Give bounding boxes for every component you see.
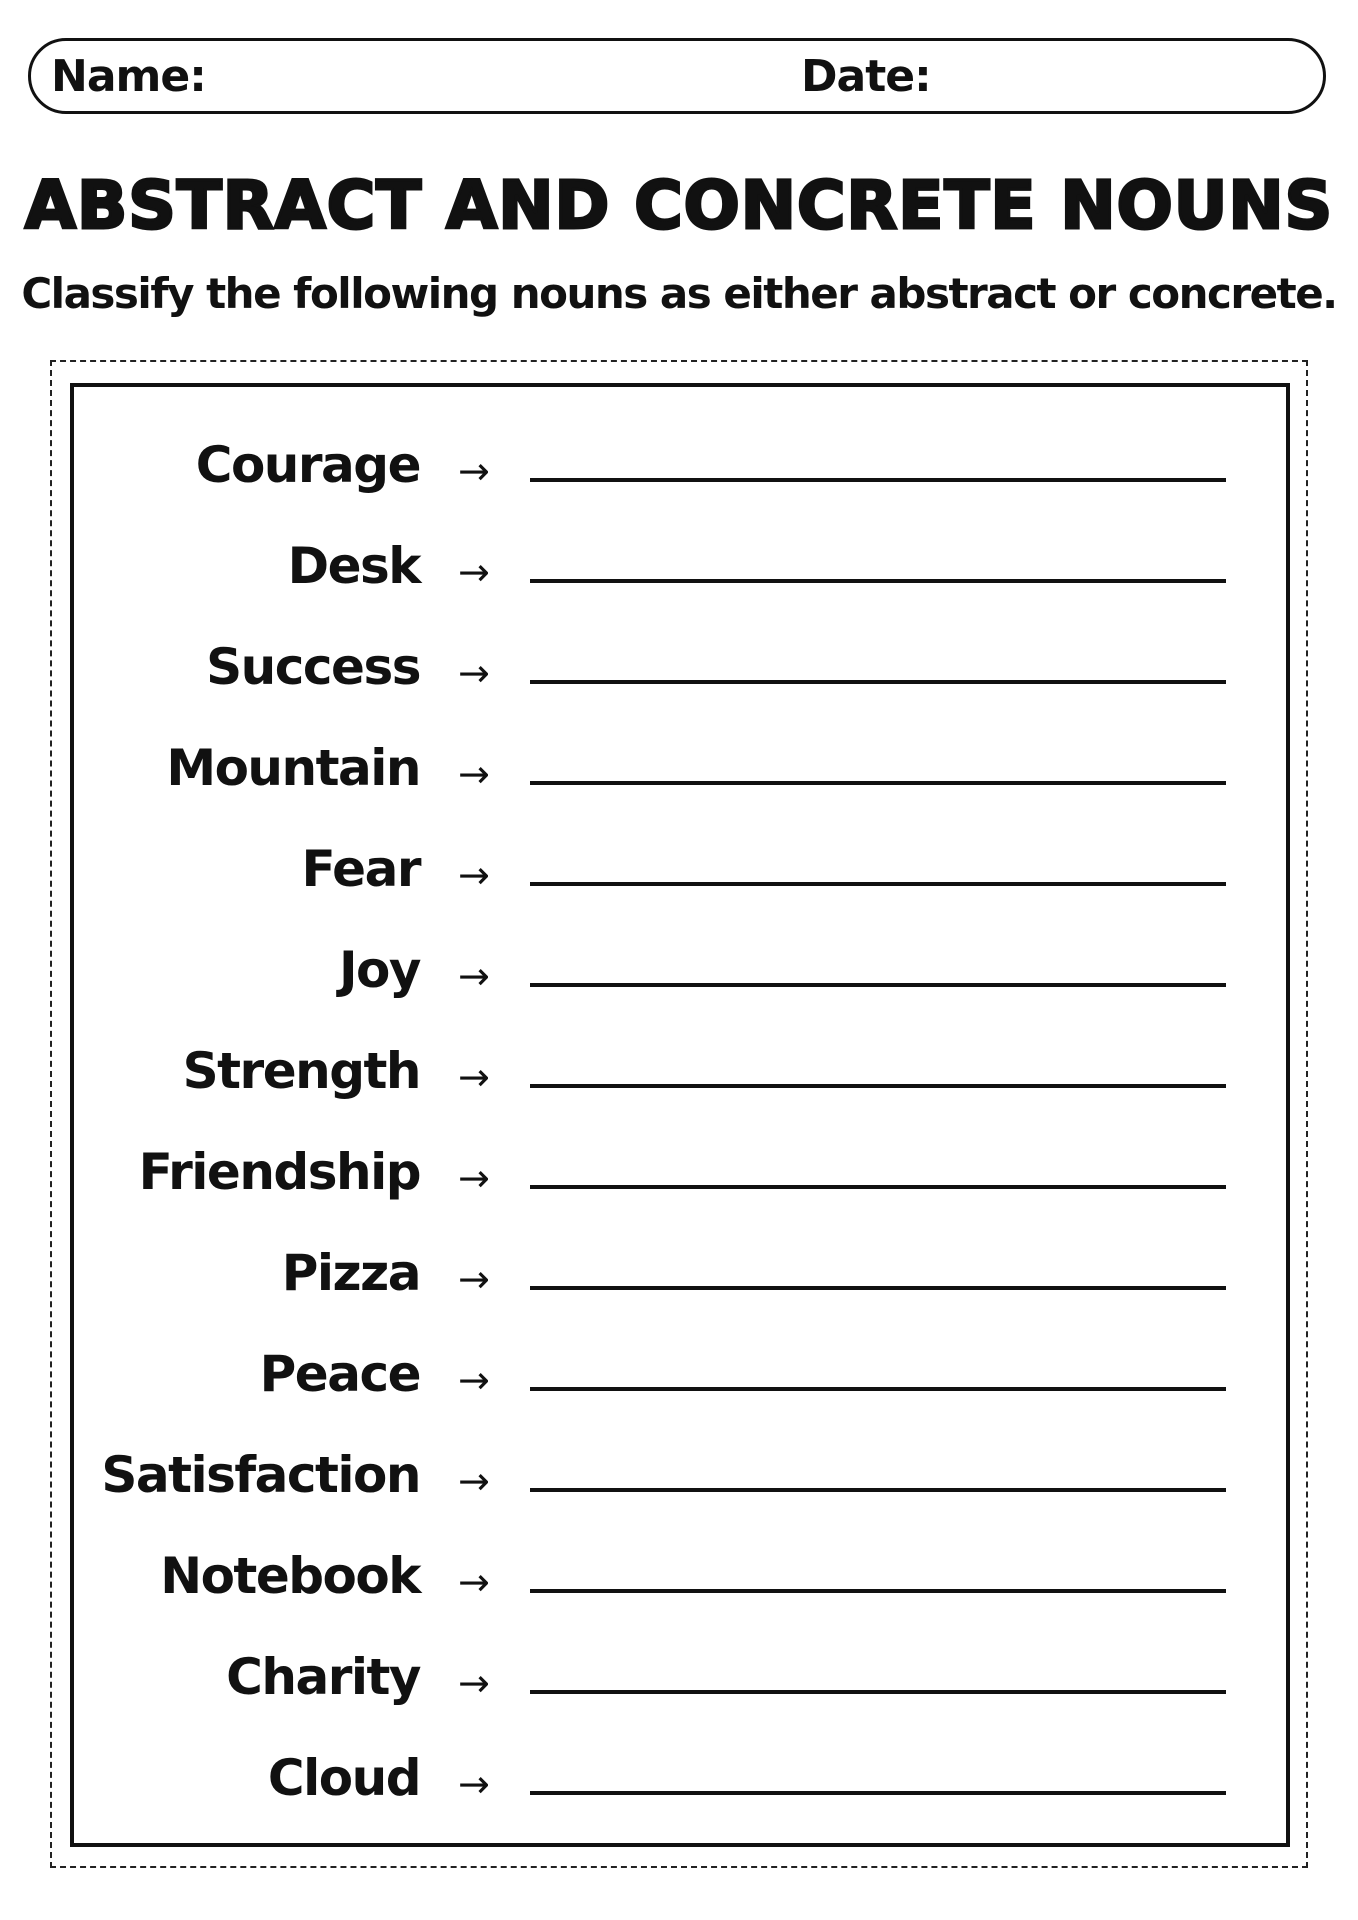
arrow-icon: → — [458, 1661, 490, 1705]
answer-line[interactable] — [530, 1589, 1226, 1593]
arrow-icon: → — [458, 1156, 490, 1200]
noun-row — [0, 824, 1358, 925]
name-label: Name: — [51, 51, 206, 102]
noun-row — [0, 1228, 1358, 1329]
noun-label: Success — [206, 638, 420, 696]
arrow-icon: → — [458, 1358, 490, 1402]
arrow-icon: → — [458, 853, 490, 897]
arrow-icon: → — [458, 449, 490, 493]
noun-label: Satisfaction — [101, 1446, 420, 1504]
answer-line[interactable] — [530, 781, 1226, 785]
noun-label: Fear — [301, 840, 420, 898]
noun-label: Strength — [182, 1042, 420, 1100]
noun-row — [0, 1531, 1358, 1632]
noun-row — [0, 1733, 1358, 1834]
noun-row — [0, 622, 1358, 723]
arrow-icon: → — [458, 1257, 490, 1301]
noun-row — [0, 1127, 1358, 1228]
answer-line[interactable] — [530, 1387, 1226, 1391]
noun-label: Joy — [338, 941, 420, 999]
answer-line[interactable] — [530, 1690, 1226, 1694]
noun-row — [0, 1026, 1358, 1127]
worksheet-title: ABSTRACT AND CONCRETE NOUNS — [24, 167, 1334, 244]
noun-row — [0, 521, 1358, 622]
noun-label: Peace — [259, 1345, 420, 1403]
answer-line[interactable] — [530, 478, 1226, 482]
answer-line[interactable] — [530, 1488, 1226, 1492]
noun-row — [0, 1632, 1358, 1733]
noun-row — [0, 925, 1358, 1026]
arrow-icon: → — [458, 1762, 490, 1806]
arrow-icon: → — [458, 550, 490, 594]
answer-line[interactable] — [530, 1286, 1226, 1290]
arrow-icon: → — [458, 651, 490, 695]
arrow-icon: → — [458, 954, 490, 998]
arrow-icon: → — [458, 1459, 490, 1503]
noun-label: Charity — [226, 1648, 420, 1706]
noun-row — [0, 1430, 1358, 1531]
date-label: Date: — [801, 51, 931, 102]
noun-row — [0, 1329, 1358, 1430]
noun-row — [0, 723, 1358, 824]
noun-label: Friendship — [138, 1143, 420, 1201]
answer-line[interactable] — [530, 1084, 1226, 1088]
noun-label: Pizza — [281, 1244, 420, 1302]
answer-line[interactable] — [530, 983, 1226, 987]
arrow-icon: → — [458, 1560, 490, 1604]
answer-line[interactable] — [530, 579, 1226, 583]
arrow-icon: → — [458, 1055, 490, 1099]
noun-label: Desk — [287, 537, 420, 595]
noun-label: Mountain — [166, 739, 420, 797]
name-date-bar — [28, 38, 1326, 114]
noun-row — [0, 420, 1358, 521]
noun-label: Courage — [195, 436, 420, 494]
answer-line[interactable] — [530, 680, 1226, 684]
answer-line[interactable] — [530, 1791, 1226, 1795]
noun-list — [0, 420, 1358, 1834]
arrow-icon: → — [458, 752, 490, 796]
instructions-text: Classify the following nouns as either abstract or concrete. — [21, 269, 1337, 318]
noun-label: Notebook — [160, 1547, 420, 1605]
answer-line[interactable] — [530, 882, 1226, 886]
answer-line[interactable] — [530, 1185, 1226, 1189]
noun-label: Cloud — [267, 1749, 420, 1807]
